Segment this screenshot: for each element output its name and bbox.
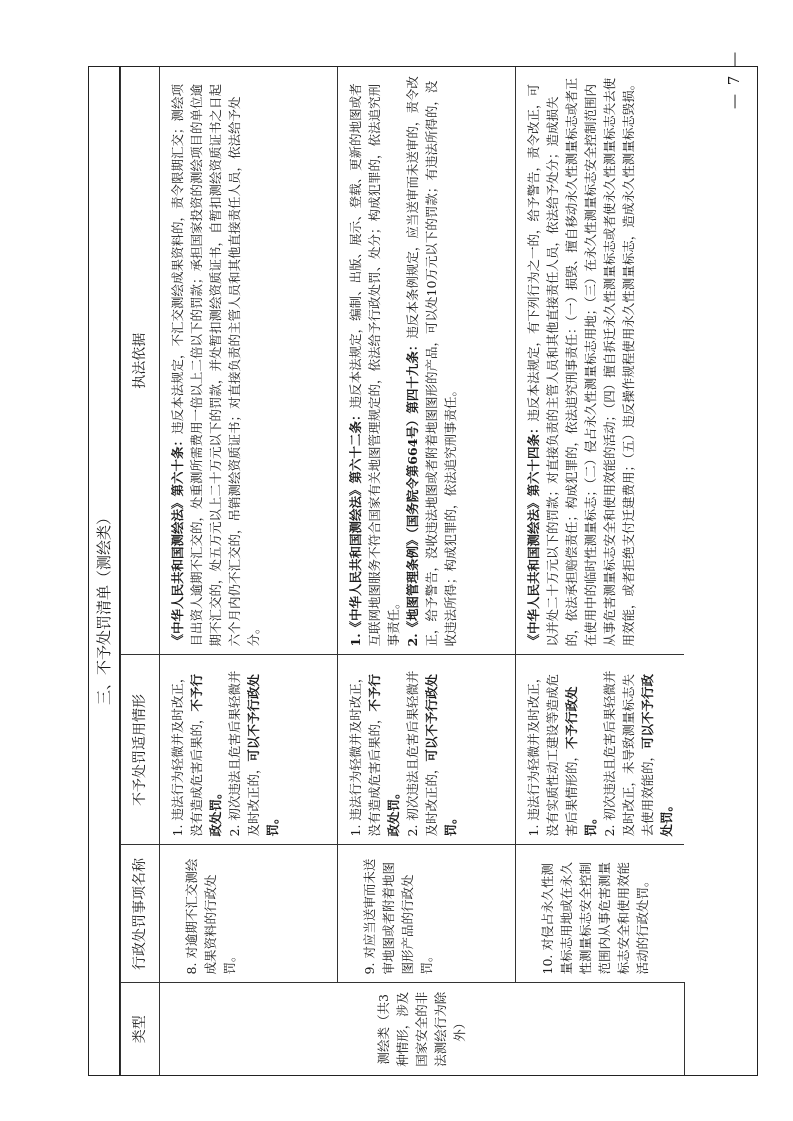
law-reference: 2.《地图管理条例》（国务院令第664号）第四十九条： <box>405 338 420 647</box>
table-row <box>160 67 338 1075</box>
condition-text: 1. 违法行为轻微并及时改正，没有造成危害后果的， <box>170 670 204 837</box>
header-basis: 执法依据 <box>121 67 160 655</box>
basis-cell <box>160 67 338 655</box>
condition-emphasis: 可以不予行政处罚。 <box>640 673 674 837</box>
header-row <box>121 67 160 1075</box>
law-text: 违反本法规定，有下列行为之一的，给予警告，责令改正，可以并处二十万元以下的罚款；对直接负责的主管人员和其他直接责任人员，依法给予处分；造成损失的，依法承担赔偿责任；构成犯罪的，依法追究刑事责任：（一）损毁、擅自移动永久性测量标志或者正在使用中的临时性测量标志；（二）侵占永久性测量标志用地；（三）在永久性测量标志安全控制范围内从事危害测量标志安全和使用效能的活动；（四）擅自拆迁永久性测量标志或者使永久性测量标志失去使用效能，或者拒绝支付迁建费用；（五）违反操作规程使用永久性测量标志，造成永久性测量标志毁损。 <box>526 77 636 647</box>
law-text: 违反本条例规定，应当送审而未送审的，责令改正，给予警告，没收违法地图或者附着地图图形的产品，可以处10万元以下的罚款；有违法所得的，没收违法所得；构成犯罪的，依法追究刑事责任。 <box>405 76 458 647</box>
condition-emphasis: 不予行政处罚。 <box>189 673 223 837</box>
condition-emphasis: 不予行政处罚。 <box>367 673 401 837</box>
category-cell: 测绘类（共3种情形，涉及国家安全的非法测绘行为除外） <box>160 983 685 1075</box>
law-text: 违反本法规定，不汇交测绘成果资料的，责令限期汇交；测绘项目出资人逾期不汇交的，处重测所需费用一倍以上二倍以下的罚款；承担国家投资的测绘项目的单位逾期不汇交的，处五万元以上二十万元以下的罚款，并处暂扣测绘资质证书，自暂扣测绘资质证书之日起六个月内仍不汇交的，吊销测绘资质证书；对直接负责的主管人员和其他直接责任人员，依法给予处分。 <box>170 83 261 647</box>
header-item: 行政处罚事项名称 <box>121 845 160 983</box>
table-row <box>338 67 516 1075</box>
condition-emphasis: 不予行政处罚。 <box>564 686 598 837</box>
table-caption: 三、不予处罚清单（测绘类） <box>89 67 120 1075</box>
law-reference: 《中华人民共和国测绘法》第六十条： <box>170 433 185 647</box>
item-cell: 8. 对逾期不汇交测绘成果资料的行政处罚。 <box>160 845 338 983</box>
condition-text: 1. 违法行为轻微并及时改正，没有实质性动工建设等造成危害后果情形的， <box>526 670 579 837</box>
item-cell: 9. 对应当送审而未送审地图或者附着地图图形产品的行政处罚。 <box>338 845 516 983</box>
basis-cell <box>338 67 516 655</box>
conditions-cell <box>160 655 338 845</box>
table-row <box>516 67 685 1075</box>
condition-text: 2. 初次违法且危害后果轻微并及时改正的， <box>405 670 439 837</box>
header-conditions: 不予处罚适用情形 <box>121 655 160 845</box>
item-cell: 10. 对侵占永久性测量标志用地或在永久性测量标志安全控制范围内从事危害测量标志安全和使用效能活动的行政处罚。 <box>516 845 685 983</box>
law-reference: 《中华人民共和国测绘法》第六十四条： <box>526 421 541 647</box>
conditions-cell <box>516 655 685 845</box>
condition-text: 2. 初次违法且危害后果轻微并及时改正，未导致测量标志失去使用效能的， <box>602 670 655 837</box>
condition-text: 2. 初次违法且危害后果轻微并及时改正的， <box>227 670 261 837</box>
penalty-table-sheet <box>88 66 758 1076</box>
law-text: 违反本法规定，编制、出版、展示、登载、更新的地图或者互联网地图服务不符合国家有关地图管理规定的，依法给予行政处罚、处分；构成犯罪的，依法追究刑事责任。 <box>348 83 401 647</box>
page-number: — 7 — <box>725 49 743 109</box>
conditions-cell <box>338 655 516 845</box>
header-type: 类型 <box>121 983 160 1075</box>
condition-emphasis: 可以不予行政处罚。 <box>246 673 280 837</box>
basis-cell <box>516 67 685 655</box>
penalty-table <box>120 67 685 1075</box>
condition-text: 1. 违法行为轻微并及时改正，没有造成危害后果的， <box>348 670 382 837</box>
law-reference: 1.《中华人民共和国测绘法》第六十二条： <box>348 408 363 647</box>
condition-emphasis: 可以不予行政处罚。 <box>424 673 458 837</box>
